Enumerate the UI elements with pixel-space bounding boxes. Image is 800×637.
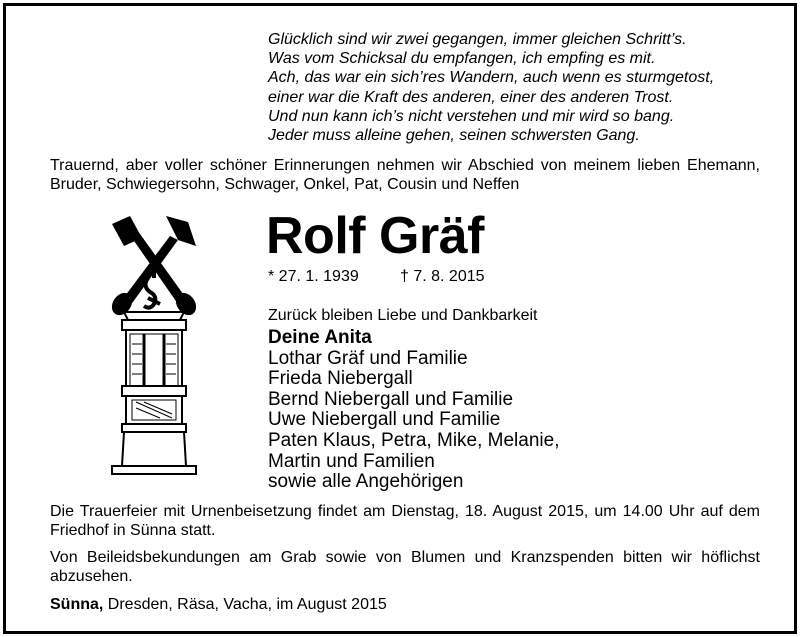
remain-text: Zurück bleiben Liebe und Dankbarkeit [268, 307, 538, 324]
family-member: Lothar Gräf und Familie [268, 347, 468, 369]
poem-line: Und nun kann ich’s nicht verstehen und mir wird so bang. [268, 107, 675, 125]
hammer-and-pick-miners-lamp-icon [104, 216, 204, 486]
intro-text: Trauernd, aber voller schöner Erinnerungen nehmen wir Abschied von meinem lieben Ehemann, Bruder, Schwiegersohn, Schwager, Onkel, Pat, Cousin und Neffen [50, 157, 760, 193]
ceremony-text: Die Trauerfeier mit Urnenbeisetzung findet am Dienstag, 18. August 2015, um 14.00 Uhr auf dem Friedhof in Sünna statt. [50, 503, 760, 539]
poem-line: Was vom Schicksal du empfangen, ich empfing es mit. [268, 50, 656, 68]
place-rest: Dresden, Räsa, Vacha, im August 2015 [103, 596, 387, 613]
place-and-date [50, 596, 387, 614]
family-member: Martin und Familien [268, 450, 435, 472]
poem-line: Glücklich sind wir zwei gegangen, immer gleichen Schritt’s. [268, 31, 687, 48]
family-list [268, 328, 559, 493]
poem-line: einer war die Kraft des anderen, einer des anderen Trost. [268, 88, 674, 106]
birth-date: * 27. 1. 1939 [268, 268, 359, 285]
family-lead: Deine Anita [268, 327, 372, 348]
poem [268, 30, 714, 145]
family-member: sowie alle Angehörigen [268, 471, 464, 493]
poem-line: Ach, das war ein sich’res Wandern, auch wenn es sturmgetost, [268, 69, 715, 87]
family-member: Bernd Niebergall und Familie [268, 388, 514, 410]
poem-line: Jeder muss alleine gehen, seinen schwersten Gang. [268, 127, 640, 145]
death-date: † 7. 8. 2015 [400, 268, 485, 285]
obituary-frame [3, 3, 797, 634]
deceased-name: Rolf Gräf [266, 207, 484, 265]
family-member: Uwe Niebergall und Familie [268, 409, 501, 431]
family-member: Paten Klaus, Petra, Mike, Melanie, [268, 429, 560, 451]
family-member: Frieda Niebergall [268, 368, 413, 390]
condolence-text: Von Beileidsbekundungen am Grab sowie von Blumen und Kranzspenden bitten wir höflichst abzusehen. [50, 549, 760, 585]
place-town: Sünna, [50, 596, 104, 613]
life-dates [268, 268, 485, 286]
